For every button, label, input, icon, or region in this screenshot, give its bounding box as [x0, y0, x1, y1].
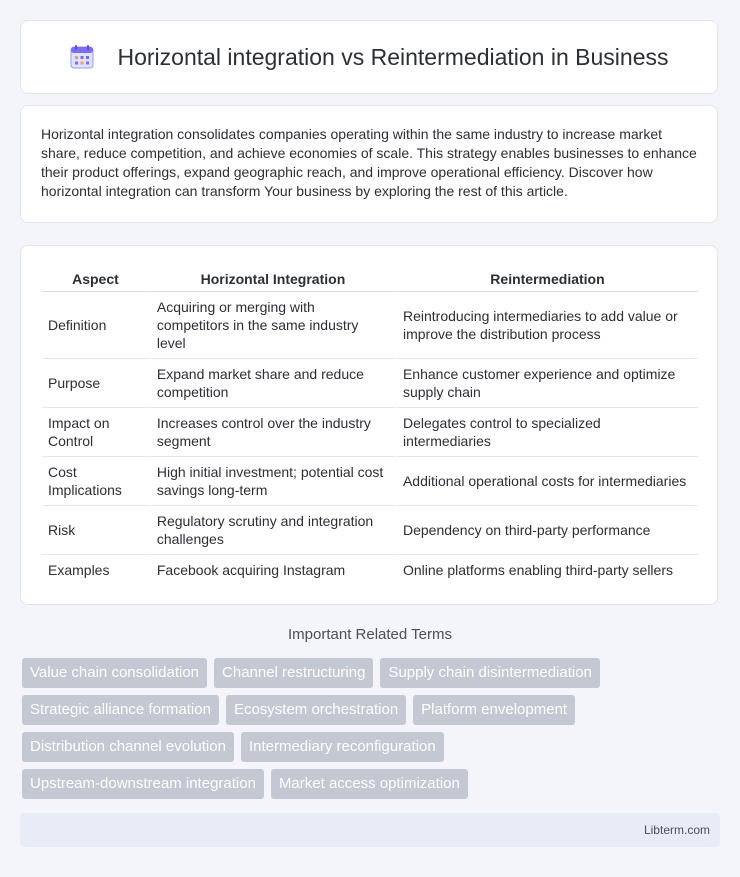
table-row: [42, 292, 698, 359]
related-term-tag[interactable]: Channel restructuring: [214, 658, 373, 688]
reintermediation-cell: Enhance customer experience and optimize supply chain: [395, 359, 698, 408]
table-row: [42, 408, 698, 457]
related-terms-heading: Important Related Terms: [288, 626, 452, 643]
horizontal-cell: Increases control over the industry segment: [149, 408, 395, 457]
horizontal-cell: Expand market share and reduce competition: [149, 359, 395, 408]
aspect-cell: Definition: [42, 292, 149, 359]
tag-row: [22, 695, 722, 725]
related-terms-list: [22, 658, 722, 806]
horizontal-cell: Regulatory scrutiny and integration challenges: [149, 506, 395, 555]
related-term-tag[interactable]: Intermediary reconfiguration: [241, 732, 444, 762]
footer-site-link[interactable]: Libterm.com: [643, 823, 710, 837]
tag-row: [22, 769, 722, 799]
header-aspect: Aspect: [42, 266, 149, 292]
related-term-tag[interactable]: Market access optimization: [271, 769, 468, 799]
related-term-tag[interactable]: Value chain consolidation: [22, 658, 207, 688]
table-row: [42, 506, 698, 555]
table-header-row: [42, 266, 698, 292]
aspect-cell: Purpose: [42, 359, 149, 408]
aspect-cell: Impact on Control: [42, 408, 149, 457]
comparison-table: [42, 266, 698, 585]
related-term-tag[interactable]: Ecosystem orchestration: [226, 695, 406, 725]
table-row: [42, 359, 698, 408]
comparison-card: [20, 245, 718, 605]
horizontal-cell: Facebook acquiring Instagram: [149, 555, 395, 585]
aspect-cell: Examples: [48, 562, 110, 578]
reintermediation-cell: Additional operational costs for intermediaries: [395, 457, 698, 506]
page-title: Horizontal integration vs Reintermediation in Business: [117, 43, 669, 70]
related-term-tag[interactable]: Platform envelopment: [413, 695, 575, 725]
intro-paragraph: Horizontal integration consolidates companies operating within the same industry to increase market share, reduce competition, and achieve economies of scale. This strategy enables businesses to enhance their product offerings, expand geographic reach, and improve operational efficiency. Discover how horizontal integration can transform Your business by exploring the rest of this article.: [41, 126, 697, 199]
aspect-cell: Risk: [42, 506, 149, 555]
header-horizontal-integration: Horizontal Integration: [149, 266, 395, 292]
related-term-tag[interactable]: Supply chain disintermediation: [380, 658, 599, 688]
intro-card: [20, 105, 718, 223]
reintermediation-cell: Delegates control to specialized intermediaries: [395, 408, 698, 457]
reintermediation-cell: Reintroducing intermediaries to add value or improve the distribution process: [395, 292, 698, 359]
table-row: [42, 555, 698, 585]
table-row: [42, 457, 698, 506]
header-reintermediation: Reintermediation: [395, 266, 698, 292]
tag-row: [22, 732, 722, 762]
calendar-grid-icon: [69, 44, 95, 70]
reintermediation-cell: Online platforms enabling third-party sellers: [395, 555, 698, 585]
tag-row: [22, 658, 722, 688]
related-term-tag[interactable]: Upstream-downstream integration: [22, 769, 264, 799]
aspect-cell: Cost Implications: [42, 457, 149, 506]
reintermediation-cell: Dependency on third-party performance: [395, 506, 698, 555]
related-term-tag[interactable]: Distribution channel evolution: [22, 732, 234, 762]
title-card: [20, 20, 718, 94]
horizontal-cell: Acquiring or merging with competitors in the same industry level: [149, 292, 395, 359]
related-term-tag[interactable]: Strategic alliance formation: [22, 695, 219, 725]
footer: [20, 813, 720, 847]
horizontal-cell: High initial investment; potential cost savings long-term: [149, 457, 395, 506]
